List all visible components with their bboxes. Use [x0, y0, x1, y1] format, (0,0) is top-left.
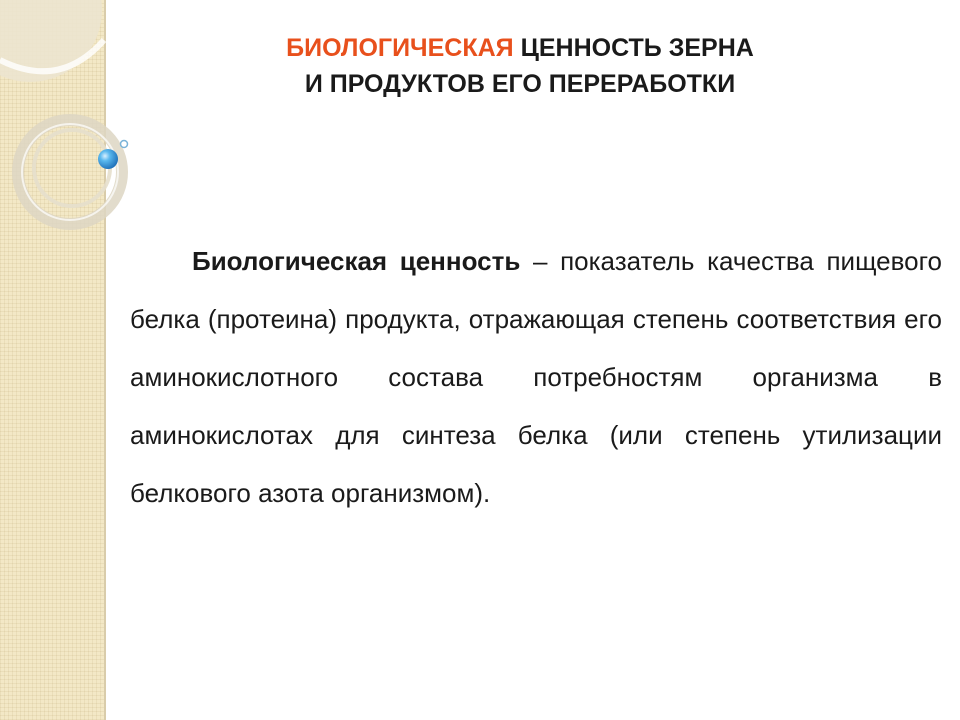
title-line-2: И ПРОДУКТОВ ЕГО ПЕРЕРАБОТКИ: [304, 70, 736, 98]
definition-text: – показатель качества пищевого белка (протеина) продукта, отражающая степень соответствия его аминокислотного состава потребностям организма в аминокислотах для синтеза белка (или степень утилизации белкового азота организмом).: [130, 246, 942, 508]
title-line-1-rest: ЦЕННОСТЬ ЗЕРНА: [513, 34, 754, 62]
slide-title: [170, 30, 870, 102]
definition-term: Биологическая ценность: [192, 246, 521, 276]
title-accent: БИОЛОГИЧЕСКАЯ: [286, 34, 514, 62]
title-line-1: [170, 30, 870, 66]
definition-paragraph: [130, 232, 942, 522]
circle-ornament-icon: [0, 0, 160, 240]
blue-sphere-icon: [98, 149, 118, 169]
